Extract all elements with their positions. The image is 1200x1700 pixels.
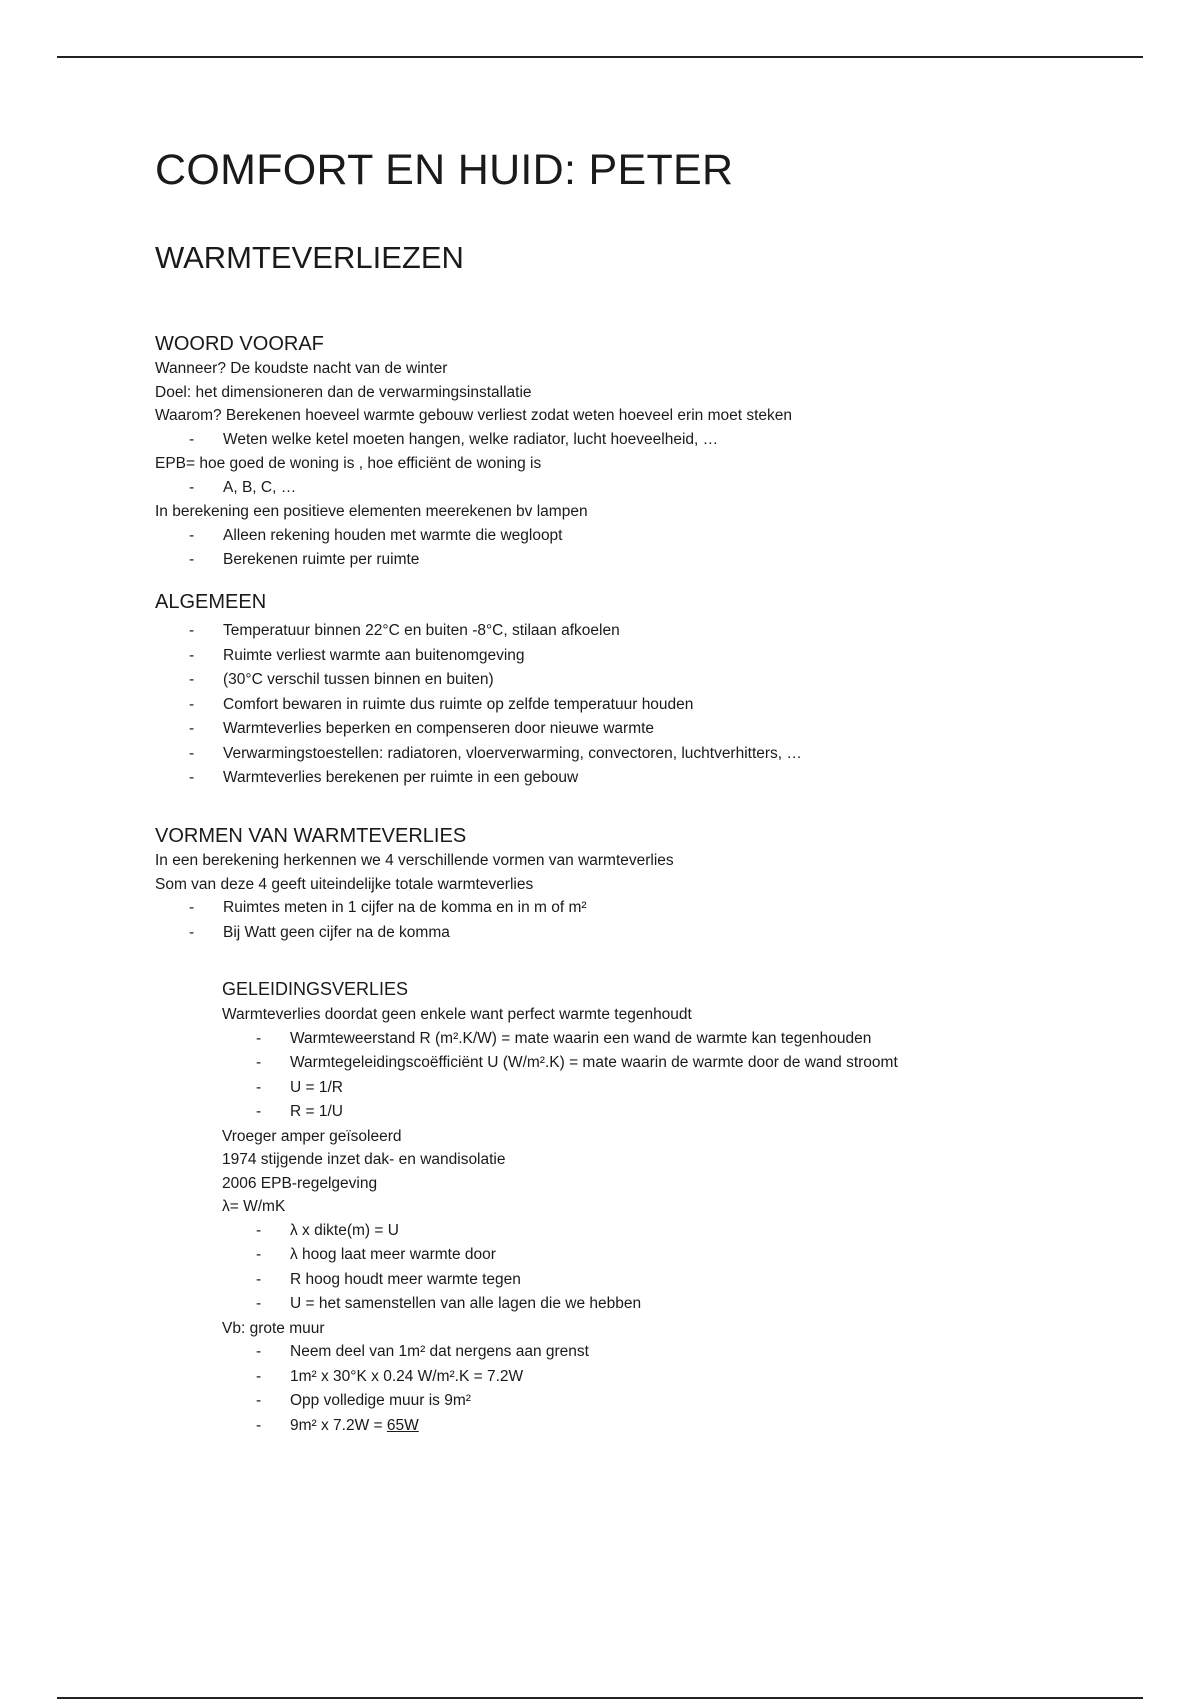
text-line: Doel: het dimensioneren dan de verwarmingsinstallatie — [155, 383, 532, 401]
text-line: 2006 EPB-regelgeving — [222, 1174, 378, 1192]
list-item: - Warmteverlies berekenen per ruimte in een gebouw — [155, 766, 802, 791]
list-item: - λ x dikte(m) = U — [222, 1219, 898, 1244]
woord-vooraf-body — [155, 357, 792, 573]
list-item: - U = 1/R — [222, 1076, 898, 1101]
text-line: Warmteverlies doordat geen enkele want perfect warmte tegenhoudt — [222, 1006, 692, 1023]
list-item: - Ruimtes meten in 1 cijfer na de komma en in m of m² — [155, 896, 674, 921]
header-rule — [57, 56, 1143, 58]
geleidingsverlies-heading: GELEIDINGSVERLIES — [222, 979, 409, 999]
document-page — [155, 142, 1115, 1434]
list-item: - Ruimte verliest warmte aan buitenomgeving — [155, 644, 802, 669]
bullet-list — [222, 1027, 898, 1125]
bullet-list — [155, 896, 674, 945]
text-line: In een berekening herkennen we 4 verschillende vormen van warmteverlies — [155, 852, 674, 869]
list-item: - 1m² x 30°K x 0.24 W/m².K = 7.2W — [222, 1365, 898, 1390]
list-item: - Neem deel van 1m² dat nergens aan grenst — [222, 1340, 898, 1365]
vormen-body — [155, 849, 674, 945]
list-item: - R = 1/U — [222, 1100, 898, 1125]
text-line: Waarom? Berekenen hoeveel warmte gebouw verliest zodat weten hoeveel erin moet steken — [155, 407, 792, 424]
text-line: λ= W/mK — [222, 1198, 286, 1215]
bullet-list — [155, 619, 802, 791]
calc-text: 9m² x 7.2W = — [290, 1416, 387, 1434]
section-heading: WARMTEVERLIEZEN — [155, 240, 464, 275]
list-item: - (30°C verschil tussen binnen en buiten) — [155, 668, 802, 693]
text-line: In berekening een positieve elementen meerekenen bv lampen — [155, 503, 588, 520]
algemeen-body — [155, 619, 802, 791]
list-item: - Opp volledige muur is 9m² — [222, 1389, 898, 1414]
list-item: - Bij Watt geen cijfer na de komma — [155, 921, 674, 946]
text-line: Vb: grote muur — [222, 1319, 325, 1337]
bullet-list — [155, 476, 792, 501]
list-item: - Temperatuur binnen 22°C en buiten -8°C, stilaan afkoelen — [155, 619, 802, 644]
calc-result: 65W — [386, 1416, 419, 1434]
list-item: - Warmtegeleidingscoëfficiënt U (W/m².K) = mate waarin de warmte door de wand stroomt — [222, 1051, 898, 1076]
list-item: - R hoog houdt meer warmte tegen — [222, 1268, 898, 1293]
bullet-list — [155, 524, 792, 573]
list-item: - A, B, C, … — [155, 476, 792, 501]
text-line: Vroeger amper geïsoleerd — [222, 1127, 402, 1145]
list-item: - Berekenen ruimte per ruimte — [155, 548, 792, 573]
list-item: - Alleen rekening houden met warmte die wegloopt — [155, 524, 792, 549]
text-line: Wanneer? De koudste nacht van de winter — [155, 360, 448, 377]
footer-rule — [57, 1697, 1143, 1699]
list-item: - Verwarmingstoestellen: radiatoren, vloerverwarming, convectoren, luchtverhitters, … — [155, 742, 802, 767]
text-line: Som van deze 4 geeft uiteindelijke totale warmteverlies — [155, 875, 534, 893]
geleidingsverlies-body — [222, 1003, 898, 1438]
list-item: - Comfort bewaren in ruimte dus ruimte op zelfde temperatuur houden — [155, 693, 802, 718]
list-item: - Weten welke ketel moeten hangen, welke radiator, lucht hoeveelheid, … — [155, 428, 792, 453]
list-item: - U = het samenstellen van alle lagen die we hebben — [222, 1292, 898, 1317]
bullet-list — [222, 1219, 898, 1317]
list-item: - λ hoog laat meer warmte door — [222, 1243, 898, 1268]
list-item — [222, 1414, 898, 1439]
text-line: EPB= hoe goed de woning is , hoe efficiënt de woning is — [155, 455, 542, 472]
bullet-list — [222, 1340, 898, 1438]
vormen-heading: VORMEN VAN WARMTEVERLIES — [155, 825, 467, 847]
woord-vooraf-heading: WOORD VOORAF — [155, 333, 324, 355]
list-item: - Warmteverlies beperken en compenseren door nieuwe warmte — [155, 717, 802, 742]
text-line: 1974 stijgende inzet dak- en wandisolatie — [222, 1151, 506, 1168]
document-title: COMFORT EN HUID: PETER — [155, 146, 734, 194]
bullet-list — [155, 428, 792, 453]
list-item: - Warmteweerstand R (m².K/W) = mate waarin een wand de warmte kan tegenhouden — [222, 1027, 898, 1052]
algemeen-heading: ALGEMEEN — [155, 591, 267, 613]
